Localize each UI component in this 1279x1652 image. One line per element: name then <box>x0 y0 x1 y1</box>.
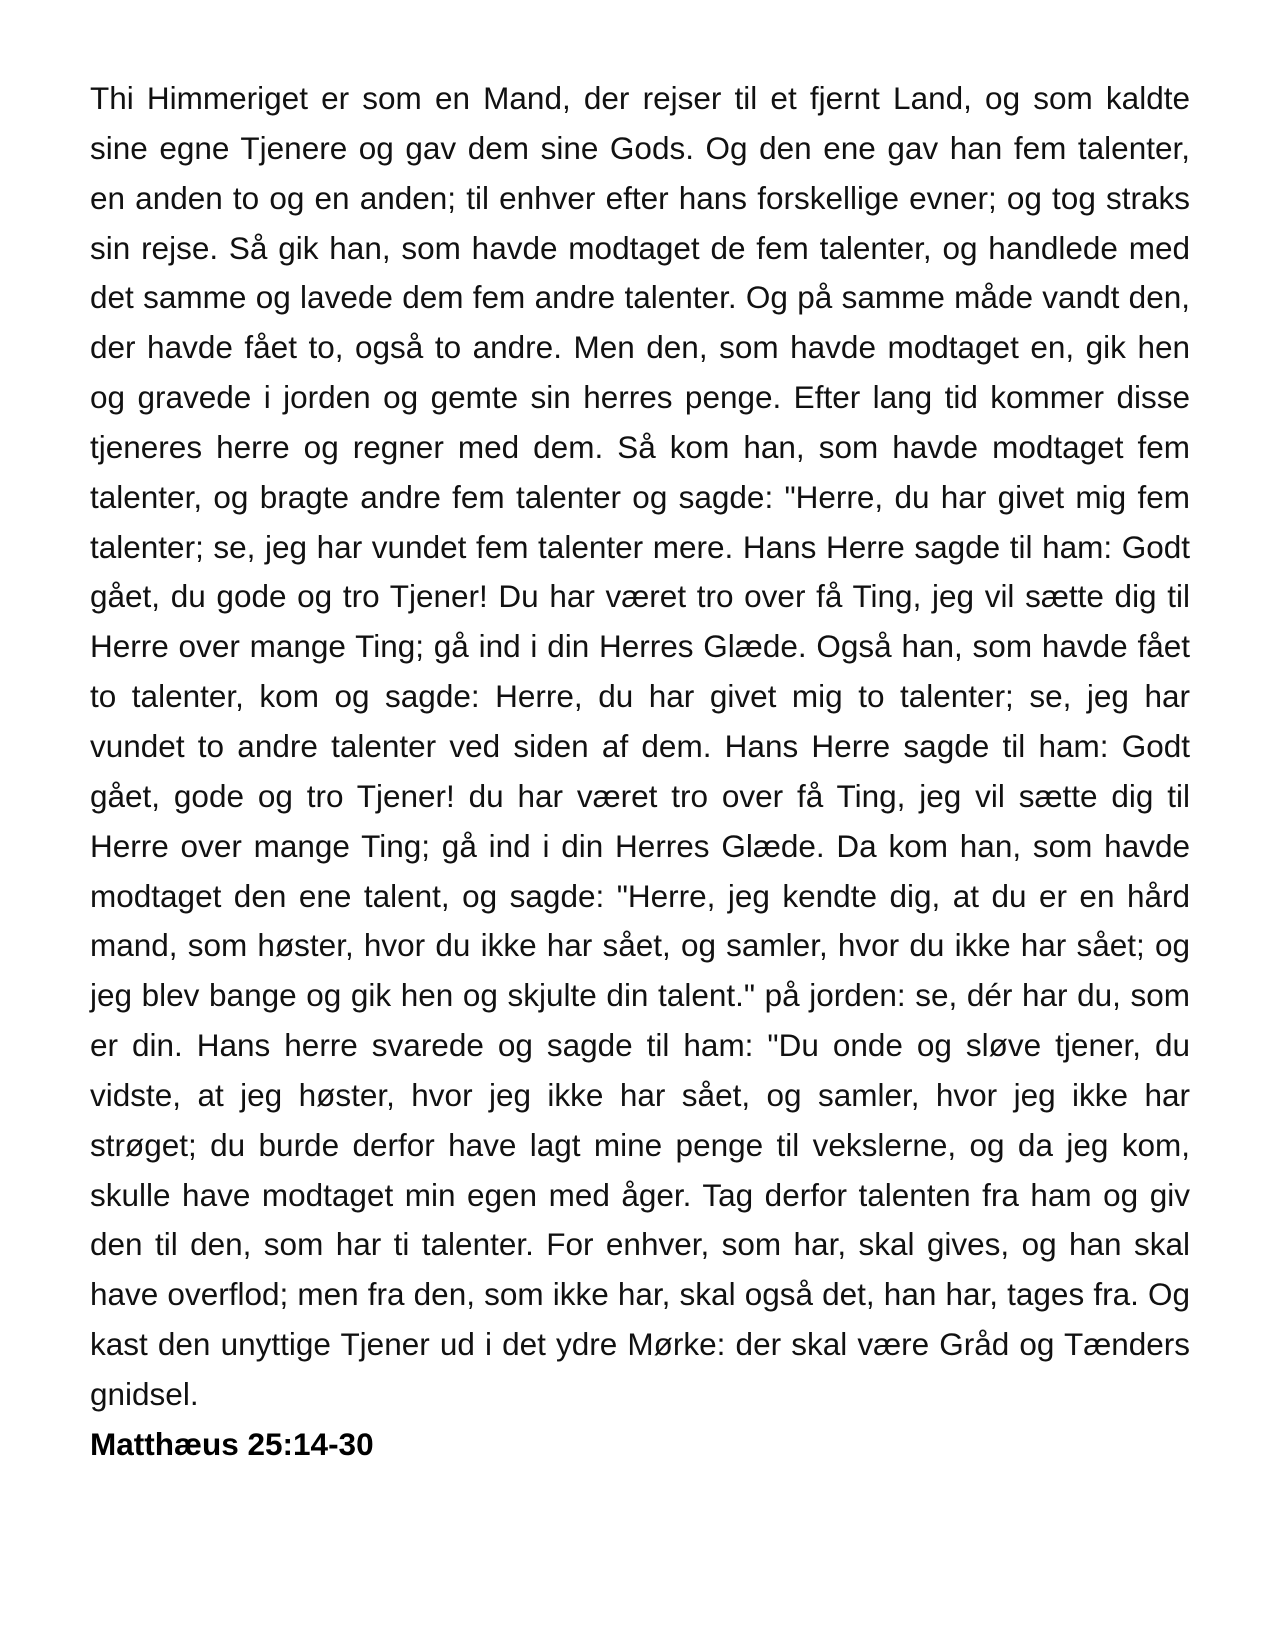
document-page <box>90 74 1190 1470</box>
scripture-passage: Thi Himmeriget er som en Mand, der rejser til et fjernt Land, og som kaldte sine egne Tjenere og gav dem sine Gods. Og den ene gav han fem talenter, en anden to og en anden; til enhver efter hans forskellige evner; og tog straks sin rejse. Så gik han, som havde modtaget de fem talenter, og handlede med det samme og lavede dem fem andre talenter. Og på samme måde vandt den, der havde fået to, også to andre. Men den, som havde modtaget en, gik hen og gravede i jorden og gemte sin herres penge. Efter lang tid kommer disse tjeneres herre og regner med dem. Så kom han, som havde modtaget fem talenter, og bragte andre fem talenter og sagde: "Herre, du har givet mig fem talenter; se, jeg har vundet fem talenter mere. Hans Herre sagde til ham: Godt gået, du gode og tro Tjener! Du har været tro over få Ting, jeg vil sætte dig til Herre over mange Ting; gå ind i din Herres Glæde. Også han, som havde fået to talenter, kom og sagde: Herre, du har givet mig to talenter; se, jeg har vundet to andre talenter ved siden af dem. Hans Herre sagde til ham: Godt gået, gode og tro Tjener! du har været tro over få Ting, jeg vil sætte dig til Herre over mange Ting; gå ind i din Herres Glæde. Da kom han, som havde modtaget den ene talent, og sagde: "Herre, jeg kendte dig, at du er en hård mand, som høster, hvor du ikke har sået, og samler, hvor du ikke har sået; og jeg blev bange og gik hen og skjulte din talent." på jorden: se, dér har du, som er din. Hans herre svarede og sagde til ham: "Du onde og sløve tjener, du vidste, at jeg høster, hvor jeg ikke har sået, og samler, hvor jeg ikke har strøget; du burde derfor have lagt mine penge til vekslerne, og da jeg kom, skulle have modtaget min egen med åger. Tag derfor talenten fra ham og giv den til den, som har ti talenter. For enhver, som har, skal gives, og han skal have overflod; men fra den, som ikke har, skal også det, han har, tages fra. Og kast den unyttige Tjener ud i det ydre Mørke: der skal være Gråd og Tænders gnidsel. <box>90 80 1190 1412</box>
scripture-reference: Matthæus 25:14-30 <box>90 1425 374 1462</box>
